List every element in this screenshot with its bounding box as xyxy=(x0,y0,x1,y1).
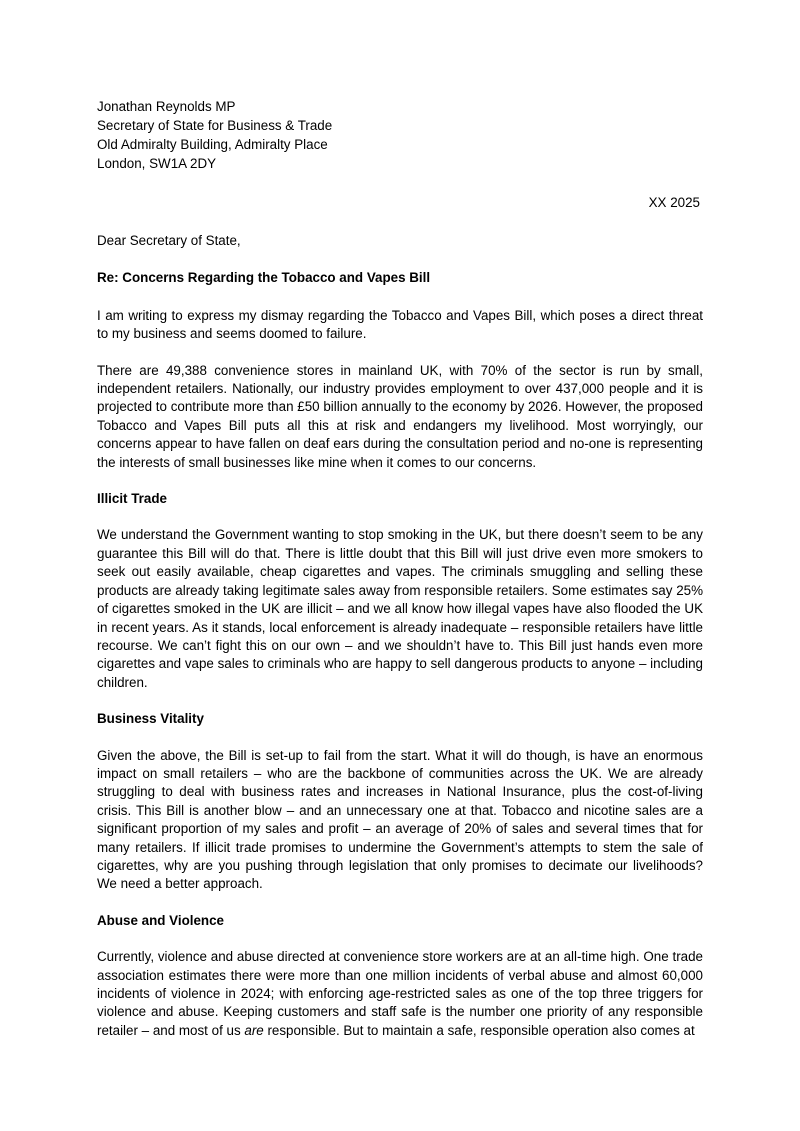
section-heading-abuse-violence: Abuse and Violence xyxy=(97,912,225,928)
intro-paragraph: I am writing to express my dismay regarding the Tobacco and Vapes Bill, which poses a direct threat to my business and seems doomed to failure. xyxy=(97,307,703,342)
subject-line: Re: Concerns Regarding the Tobacco and Vapes Bill xyxy=(97,270,431,286)
recipient-title: Secretary of State for Business & Trade xyxy=(97,118,333,133)
section-heading-illicit-trade: Illicit Trade xyxy=(97,491,167,507)
recipient-city: London, SW1A 2DY xyxy=(97,156,217,171)
business-vitality-paragraph: Given the above, the Bill is set-up to fail from the start. What it will do though, is have an enormous impact on small retailers – who are the backbone of communities across the UK. We are already struggling to deal with business rates and increases in National Insurance, plus the cost-of-living crisis. This Bill is another blow – and an unnecessary one at that. Tobacco and nicotine sales are a significant proportion of my sales and profit – an average of 20% of sales and several times that for many retailers. If illicit trade promises to undermine the Government’s attempts to stem the sale of cigarettes, why are you pushing through legislation that only promises to decimate our livelihoods? We need a better approach. xyxy=(97,747,703,892)
letter-date: XX 2025 xyxy=(648,195,700,210)
abuse-text-after: responsible. But to maintain a safe, responsible operation also comes at xyxy=(263,1022,695,1038)
section-heading-business-vitality: Business Vitality xyxy=(97,711,204,727)
letter-body xyxy=(97,232,703,1058)
context-paragraph: There are 49,388 convenience stores in mainland UK, with 70% of the sector is run by small, independent retailers. Nationally, our industry provides employment to over 437,000 people and it is projected to contribute more than £50 billion annually to the economy by 2026. However, the proposed Tobacco and Vapes Bill puts all this at risk and endangers my livelihood. Most worryingly, our concerns appear to have fallen on deaf ears during the consultation period and no-one is representing the interests of small businesses like mine when it comes to our concerns. xyxy=(97,362,703,470)
recipient-street: Old Admiralty Building, Admiralty Place xyxy=(97,137,328,152)
recipient-address xyxy=(97,98,497,174)
illicit-trade-paragraph: We understand the Government wanting to stop smoking in the UK, but there doesn’t seem to be any guarantee this Bill will do that. There is little doubt that this Bill will just drive even more smokers to seek out easily available, cheap cigarettes and vapes. The criminals smuggling and selling these products are already taking legitimate sales away from responsible retailers. Some estimates say 25% of cigarettes smoked in the UK are illicit – and we all know how illegal vapes have also flooded the UK in recent years. As it stands, local enforcement is already inadequate – responsible retailers have little recourse. We can’t fight this on our own – and we shouldn’t have to. This Bill just hands even more cigarettes and vape sales to criminals who are happy to sell dangerous products to anyone – including children. xyxy=(97,527,703,690)
abuse-violence-paragraph xyxy=(97,948,703,1040)
abuse-text-before: Currently, violence and abuse directed at convenience store workers are at an all-time high. One trade association estimates there were more than one million incidents of verbal abuse and almost 60,000 incidents of violence in 2024; with enforcing age-restricted sales as one of the top three triggers for violence and abuse. Keeping customers and staff safe is the number one priority of any responsible retailer – and most of us xyxy=(97,949,703,1038)
recipient-name: Jonathan Reynolds MP xyxy=(97,99,236,114)
abuse-text-emphasis: are xyxy=(244,1022,264,1038)
salutation: Dear Secretary of State, xyxy=(97,233,241,248)
